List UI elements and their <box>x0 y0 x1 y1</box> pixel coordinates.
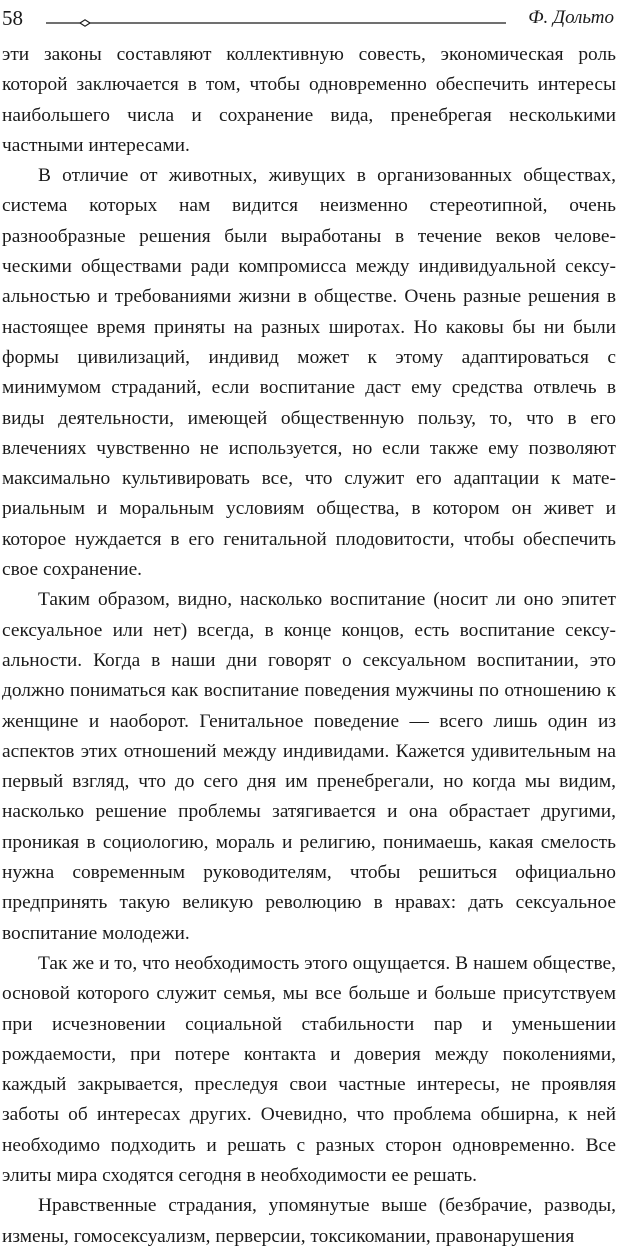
header-ornament-rule <box>46 19 506 27</box>
paragraph: эти законы составляют коллективную совесть, экономическая роль которой заключается в том, чтобы одновременно обеспечить интересы наибольшего числа и сохранение вида, пренебрегая несколькими частными интересами. <box>2 44 616 156</box>
running-head-author: Ф. Дольто <box>528 7 614 28</box>
paragraph: Нравственные страдания, упомянутые выше (безбрачие, разводы, измены, гомосексуализм, перверсии, токсикомании, правонарушения <box>2 1195 616 1247</box>
page-header <box>0 0 620 40</box>
paragraph: Таким образом, видно, насколько воспитание (носит ли оно эпитет сексуальное или нет) всегда, в конце концов, есть воспитание сексуальности. Когда в наши дни говорят о сексуальном воспитании, это должно пониматься как воспитание поведения мужчины по отношению к женщине и наоборот. Генитальное поведение — всего лишь один из аспектов этих отношений между индивидами. Кажется удивительным на первый взгляд, что до сего дня им пренебрегали, но когда мы видим, насколько решение проблемы затягивается и она обрастает другими, проникая в социологию, мораль и религию, понимаешь, какая смелость нужна современным руководителям, чтобы решиться официально предпринять такую великую революцию в нравах: дать сексуальное воспитание молодежи. <box>2 589 616 944</box>
body-text <box>2 40 616 1252</box>
page-number: 58 <box>2 6 23 30</box>
paragraph: В отличие от животных, живущих в организованных обществах, система которых нам видится неизменно стереотипной, очень разнообразные решения были выработаны в течение веков человеческими обществами ради компромисса между индивидуальной сексуальностью и требованиями жизни в обществе. Очень разные решения в настоящее время приняты на разных широтах. Но каковы бы ни были формы цивилизаций, индивид может к этому адаптироваться с минимумом страданий, если воспитание даст ему средства отвлечь в виды деятельности, имеющей общественную пользу, то, что в его влечениях чувственно не используется, но если также ему позволяют максимально культивировать все, что служит его адаптации к материальным и моральным условиям общества, в котором он живет и которое нуждается в его генитальной плодовитости, чтобы обеспечить свое сохранение. <box>2 165 616 581</box>
paragraph: Так же и то, что необходимость этого ощущается. В нашем обществе, основой которого служит семья, мы все больше и больше присутствуем при исчезновении социальной стабильности пар и уменьшении рождаемости, при потере контакта и доверия между поколениями, каждый закрывается, преследуя свои частные интересы, не проявляя заботы об интересах других. Очевидно, что проблема обширна, к ней необходимо подходить и решать с разных сторон одновременно. Все элиты мира сходятся сегодня в необходимости ее решать. <box>2 952 616 1186</box>
